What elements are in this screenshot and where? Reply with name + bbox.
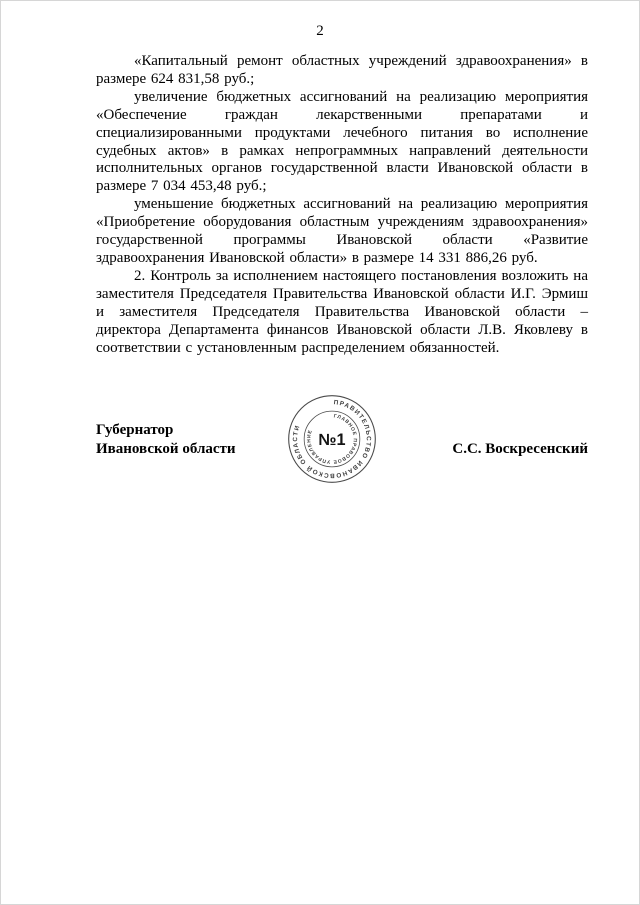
- paragraph: увеличение бюджетных ассигнований на реализацию мероприятия «Обеспечение граждан лекарственными препаратами и специализированными продуктами лечебного питания во исполнение судебных актов» в рамках непрограммных направлений деятельности исполнительных органов государственной власти Ивановской области в размере 7 034 453,48 руб.;: [96, 88, 588, 195]
- stamp-outer-text: ПРАВИТЕЛЬСТВО ИВАНОВСКОЙ ОБЛАСТИ: [292, 399, 372, 479]
- paragraph: уменьшение бюджетных ассигнований на реализацию мероприятия «Приобретение оборудования областным учреждениям здравоохранения» государственной программы Ивановской области «Развитие здравоохранения Ивановской области» в размере 14 331 886,26 руб.: [96, 196, 588, 266]
- paragraph: 2. Контроль за исполнением настоящего постановления возложить на заместителя Председателя Правительства Ивановской области И.Г. Эрмиш и заместителя Председателя Правительства Ивановской области – директора Департамента финансов Ивановской области Л.В. Яковлеву в соответствии с установленным распределением обязанностей.: [96, 267, 588, 356]
- stamp-inner-text: ГЛАВНОЕ ПРАВОВОЕ УПРАВЛЕНИЕ: [307, 414, 357, 464]
- signature-block: [96, 399, 588, 479]
- stamp-seal-icon: [274, 381, 390, 497]
- page-number: 2: [316, 23, 324, 39]
- signer-title: [96, 421, 236, 459]
- signer-name: С.С. Воскресенский: [452, 441, 588, 457]
- signer-title-line1: Губернатор: [96, 422, 174, 438]
- document-body: [96, 53, 588, 357]
- stamp-number: №1: [318, 431, 346, 450]
- paragraph: «Капитальный ремонт областных учреждений здравоохранения» в размере 624 831,58 руб.;: [96, 53, 588, 87]
- signer-title-line2: Ивановской области: [96, 441, 236, 457]
- stamp-inner-ring: [304, 411, 360, 467]
- stamp-outer-ring: [289, 396, 376, 483]
- official-stamp: [274, 381, 390, 497]
